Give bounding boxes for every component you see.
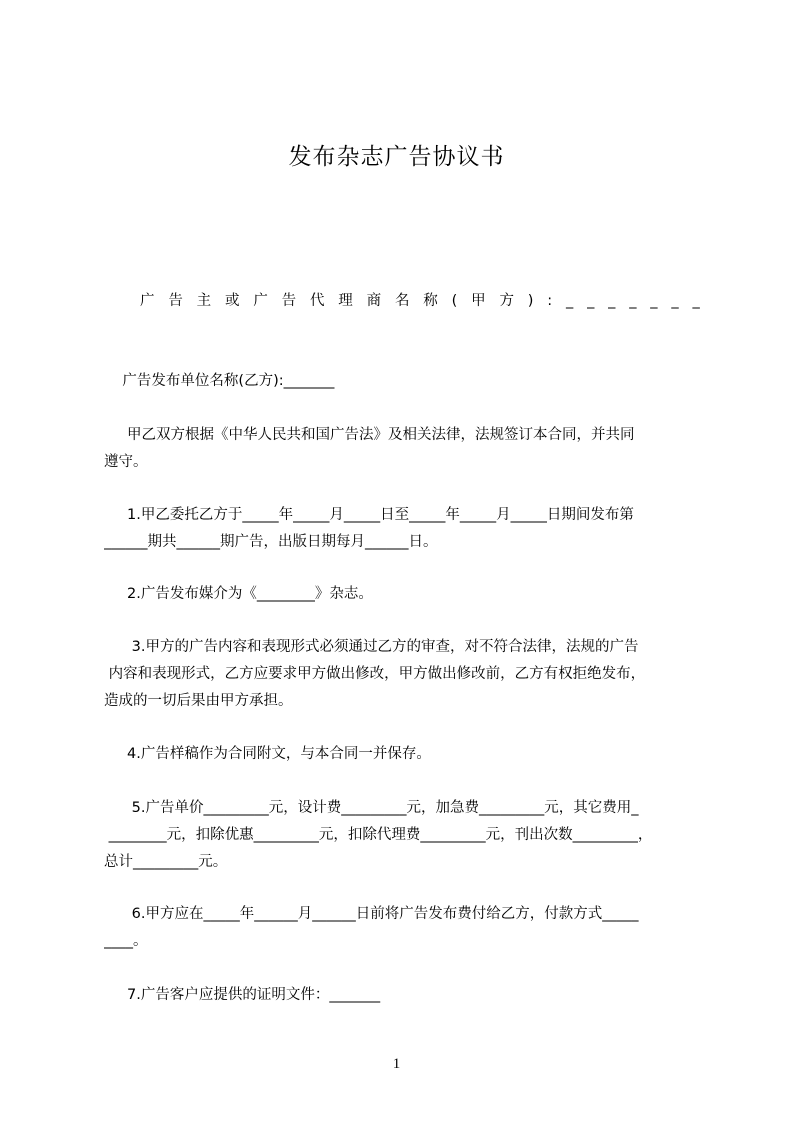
clause-6-line-1: 6.甲方应在_____年______月______日前将广告发布费付给乙方，付款方式_____ bbox=[104, 906, 639, 922]
party-a-char: _ bbox=[608, 293, 616, 309]
party-b-line: 广告发布单位名称(乙方):_______ bbox=[104, 373, 335, 389]
party-a-char: _ bbox=[587, 293, 595, 309]
clause-2-line-1: 2.广告发布媒介为《________》杂志。 bbox=[104, 586, 373, 602]
party-a-line bbox=[104, 288, 700, 315]
party-a-char: 称 bbox=[423, 293, 438, 309]
clause-7-line-1: 7.广告客户应提供的证明文件：_______ bbox=[104, 987, 381, 1003]
party-a-char: ) bbox=[527, 293, 534, 309]
clause-5-line-1: 5.广告单价_________元，设计费_________元，加急费_________元，其它费用_ bbox=[104, 800, 639, 816]
party-a-char: 方 bbox=[499, 293, 514, 309]
party-a-char: 告 bbox=[168, 293, 183, 309]
party-a-char: 广 bbox=[140, 293, 155, 309]
party-a-char: 代 bbox=[309, 293, 325, 309]
party-a-char: : bbox=[547, 293, 553, 309]
clause-5-line-3: 总计_________元。 bbox=[104, 854, 228, 870]
clause-1-line-1: 1.甲乙委托乙方于_____年_____月_____日至_____年_____月_____日期间发布第 bbox=[104, 507, 634, 523]
document-title: 发布杂志广告协议书 bbox=[288, 144, 505, 170]
party-a-char: 或 bbox=[224, 293, 240, 309]
party-a-char: 广 bbox=[253, 293, 268, 309]
party-a-char: 甲 bbox=[471, 293, 486, 309]
page-number: 1 bbox=[392, 1056, 401, 1072]
party-a-char: _ bbox=[671, 293, 679, 309]
clause-3-line-1: 3.甲方的广告内容和表现形式必须通过乙方的审查，对不符合法律，法规的广告 bbox=[104, 639, 639, 655]
party-a-char: 主 bbox=[196, 293, 212, 309]
clause-3-line-3: 造成的一切后果由甲方承担。 bbox=[104, 693, 293, 709]
party-a-char: 告 bbox=[281, 293, 297, 309]
party-a-char: ( bbox=[451, 293, 458, 309]
party-a-char: _ bbox=[565, 293, 574, 309]
clause-3-line-2: 内容和表现形式，乙方应要求甲方做出修改，甲方做出修改前，乙方有权拒绝发布， bbox=[104, 666, 646, 682]
preamble-line-1: 甲乙双方根据《中华人民共和国广告法》及相关法律，法规签订本合同，并共同 bbox=[104, 427, 635, 443]
party-a-char: 理 bbox=[338, 293, 353, 309]
party-a-char: _ bbox=[692, 293, 700, 309]
party-a-char: 名 bbox=[394, 293, 410, 309]
clause-5-line-2: ________元，扣除优惠_________元，扣除代理费_________元，刊出次数_________， bbox=[104, 827, 653, 843]
preamble-line-2: 遵守。 bbox=[104, 454, 148, 470]
clause-1-line-2: ______期共______期广告，出版日期每月______日。 bbox=[104, 534, 438, 550]
party-a-char: _ bbox=[650, 293, 658, 309]
clause-4-line-1: 4.广告样稿作为合同附文，与本合同一并保存。 bbox=[104, 746, 431, 762]
party-a-char: _ bbox=[629, 293, 637, 309]
clause-6-line-2: ____。 bbox=[104, 933, 148, 949]
party-a-char: 商 bbox=[366, 293, 382, 309]
